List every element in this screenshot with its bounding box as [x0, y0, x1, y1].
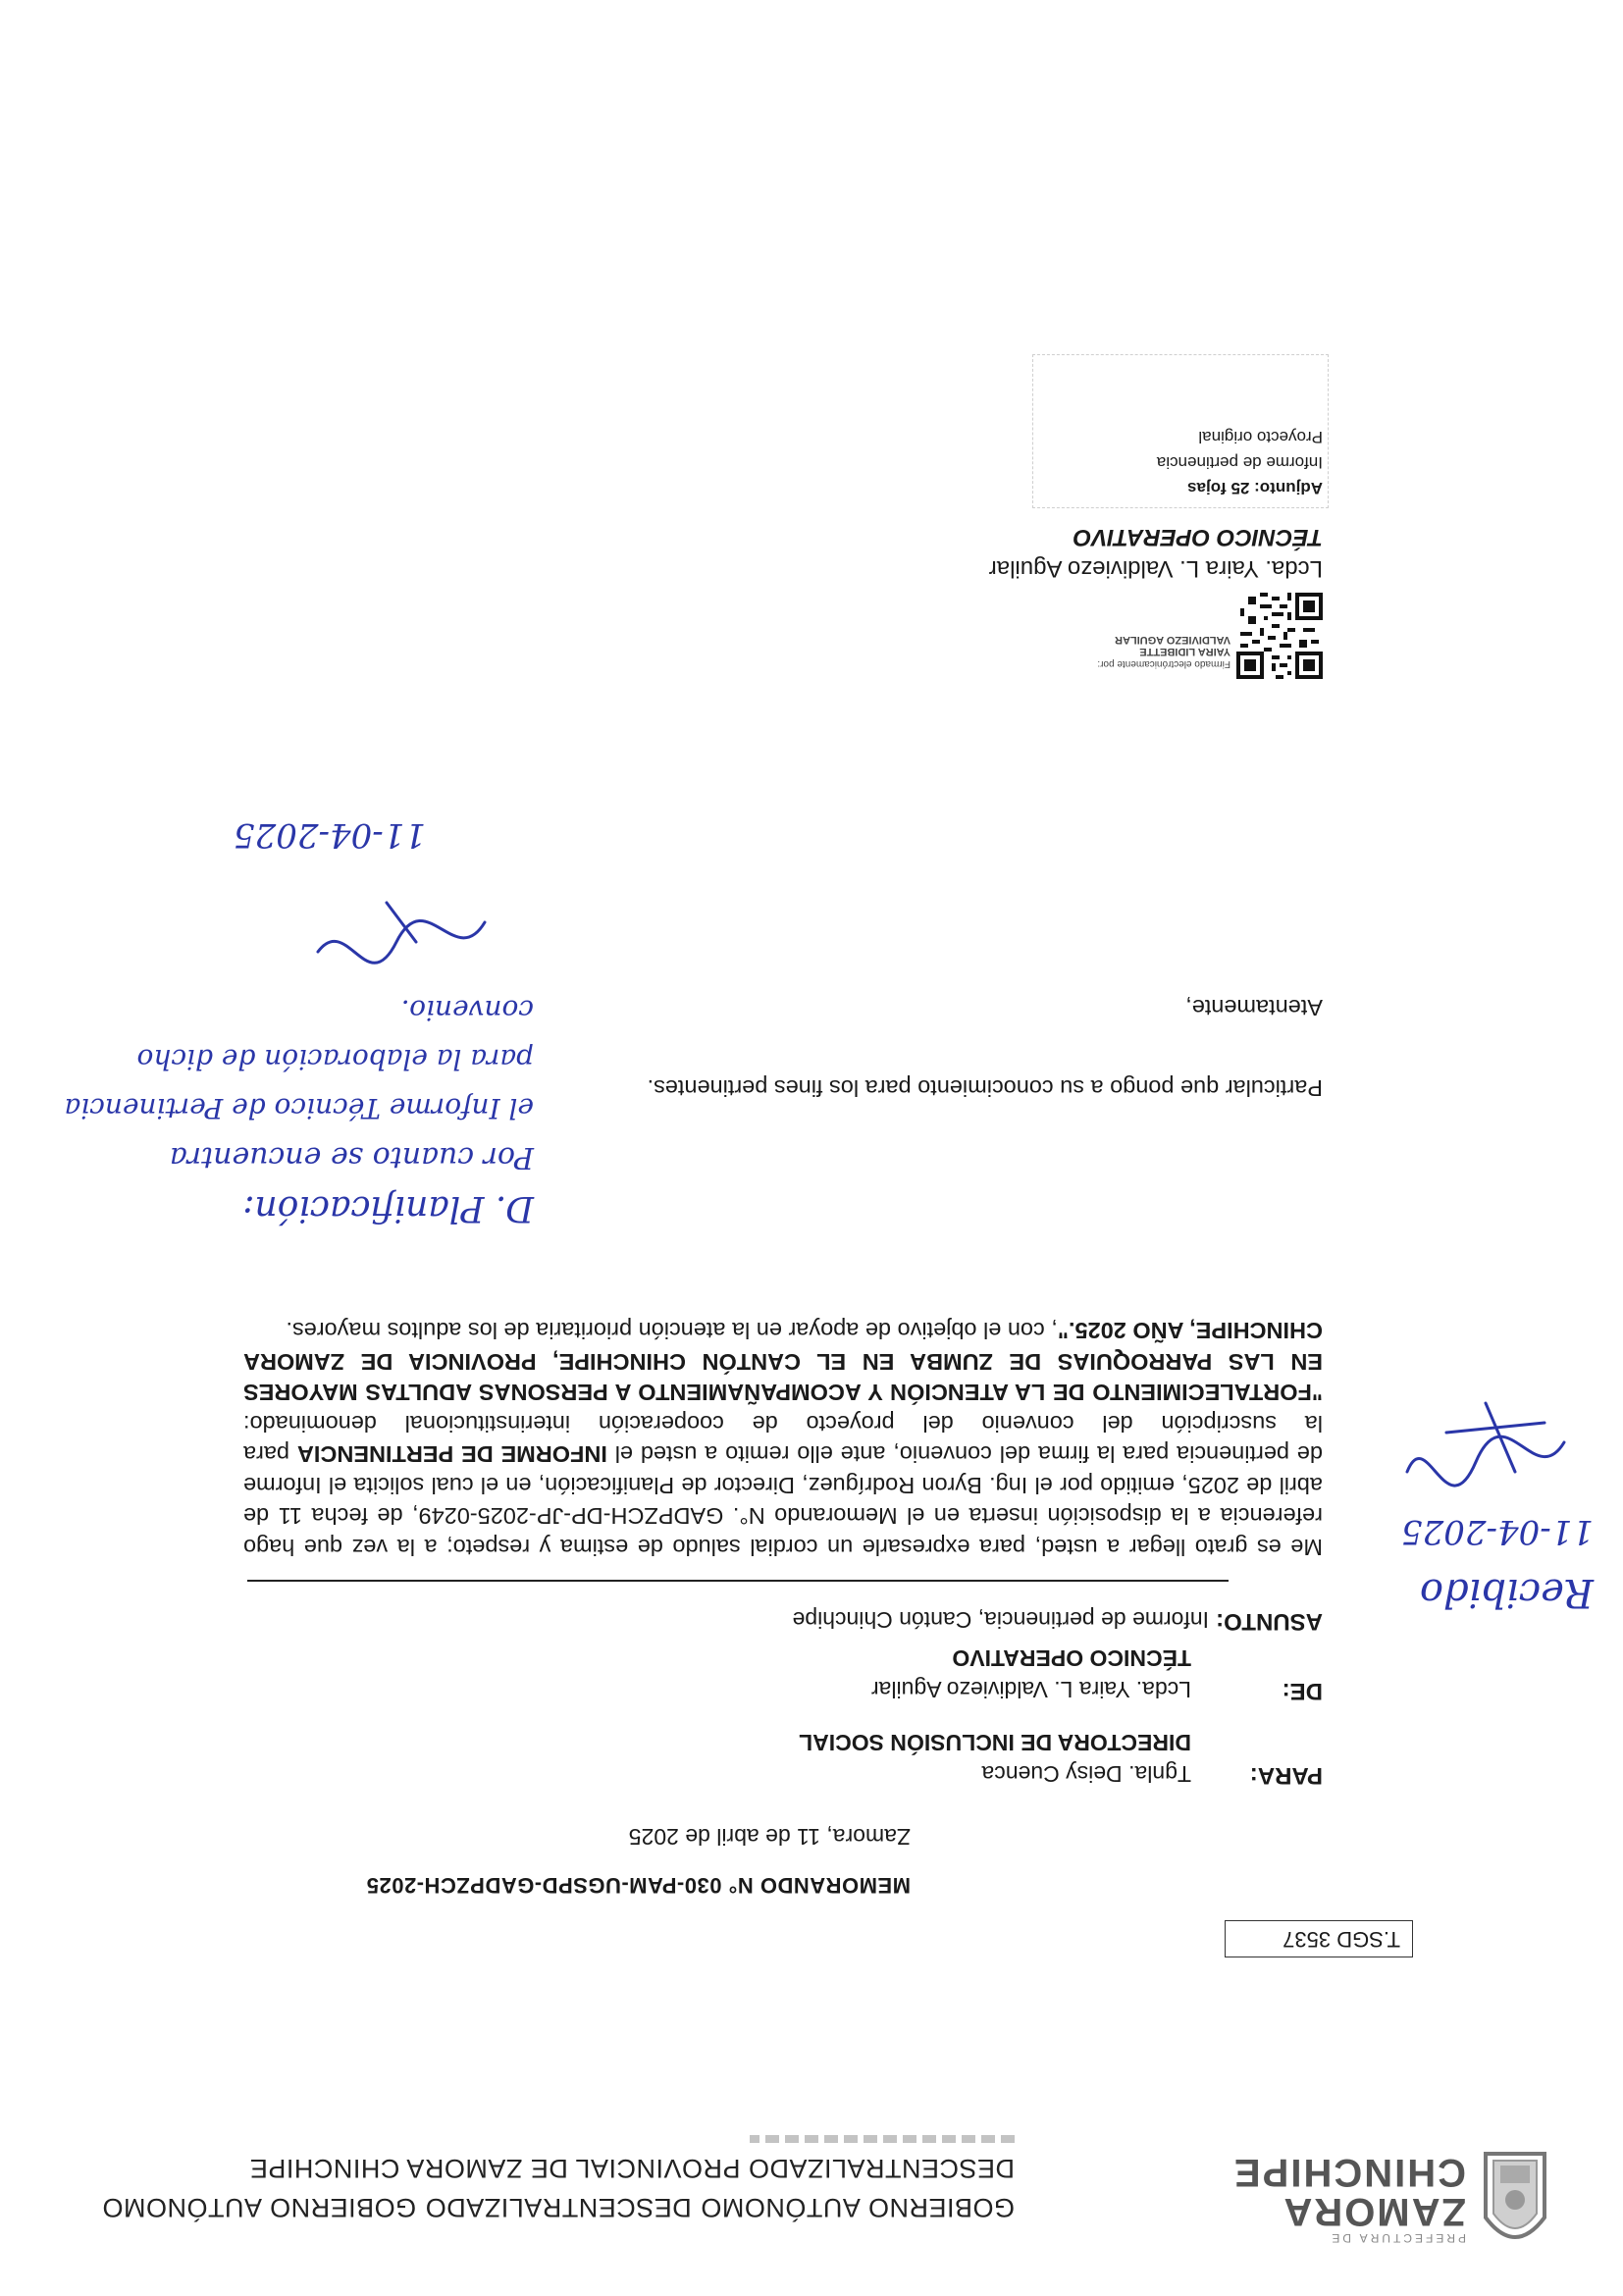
attachment-item-1: Informe de pertinencia	[1156, 453, 1323, 472]
received-annotation	[1348, 1285, 1603, 1658]
note-line-2: Por cuanto se encuentra	[169, 1140, 534, 1174]
qr-caption	[1015, 634, 1230, 669]
note-date: 11-04-2025	[233, 815, 426, 855]
body-text-c: , con el objetivo de apoyar en la atención prioritaria de los adultos mayores.	[286, 1318, 1058, 1344]
closing: Atentamente,	[1185, 995, 1323, 1020]
body-paragraph-2: Particular que pongo a su conocimiento para los fines pertinentes.	[647, 1075, 1323, 1101]
attachments-label: Adjunto: 25 fojas	[1187, 479, 1323, 497]
signer-role: TÉCNICO OPERATIVO	[1073, 524, 1323, 550]
subject-divider	[247, 1580, 1229, 1582]
asunto-text: Informe de pertinencia, Cantón Chinchipe	[792, 1607, 1209, 1633]
note-line-4: para la elaboración de dicho	[136, 1043, 534, 1075]
logo-pretitle: PREFECTURA DE	[1329, 2231, 1466, 2245]
header-faded-line	[750, 2135, 1015, 2143]
prefecture-seal-logo	[1476, 2149, 1554, 2257]
para-label: PARA:	[1249, 1762, 1323, 1789]
received-signature-scribble	[1407, 1403, 1564, 1486]
received-word: Recibido	[1419, 1570, 1594, 1615]
logo-name-line2: CHINCHIPE	[1231, 2151, 1466, 2194]
signer-name: Lcda. Yaira L. Valdiviezo Aguilar	[988, 555, 1323, 582]
brand-block	[1231, 2151, 1466, 2245]
qr-caption-line2: YAIRA LIDIBETTE	[1139, 646, 1230, 657]
gov-line-1: GOBIERNO AUTÓNOMO DESCENTRALIZADO GOBIERNO AUTÓNOMO	[102, 2193, 1015, 2222]
memo-title: MEMORANDO N° 030-PAM-UGSPD-GADPZCH-2025	[366, 1873, 911, 1898]
gov-line-2: DESCENTRALIZADO PROVINCIAL DE ZAMORA CHINCHIPE	[249, 2154, 1015, 2183]
note-signature-scribble	[318, 903, 485, 963]
body-paragraph-1	[243, 1315, 1323, 1562]
reference-stamp: T.SGD 3537	[1225, 1920, 1413, 1957]
body-bold-project: "FORTALECIMIENTO DE LA ATENCIÓN Y ACOMPAÑAMIENTO A PERSONAS ADULTAS MAYORES EN LAS PARROQUIAS DE ZUMBA EN EL CANTÓN CHINCHIPE, PROVINCIA DE ZAMORA CHINCHIPE, AÑO 2025."	[243, 1318, 1323, 1406]
asunto-label: ASUNTO:	[1216, 1608, 1323, 1635]
handwritten-note	[0, 608, 544, 1236]
qr-caption-line1: Firmado electrónicamente por:	[1097, 658, 1230, 669]
para-role: DIRECTORA DE INCLUSIÓN SOCIAL	[799, 1730, 1191, 1755]
de-role: TÉCNICO OPERATIVO	[952, 1645, 1191, 1671]
received-date: 11-04-2025	[1400, 1512, 1594, 1551]
body-bold-informe: INFORME DE PERTINENCIA	[296, 1441, 607, 1468]
qr-caption-line3: VALDIVIEZO AGUILAR	[1115, 634, 1230, 646]
body-text-a: Me es grato llegar a usted, para expresarle un cordial saludo de estima y respeto; a la vez que hago referencia a la disposición inserta en el Memorando N°. GADPZCH-DP-JP-2025-0249, de fecha 11 de abril de 2025, emitido por el Ing. Byron Rodríguez, Director de Planificación, en el cual solicita el Informe de pertinencia para la firma del convenio, ante ello remito a usted el	[243, 1441, 1323, 1560]
attachments	[1157, 424, 1323, 500]
signer-block	[989, 521, 1323, 584]
note-line-1: D. Planificación:	[242, 1188, 534, 1228]
memo-body	[243, 1297, 1323, 1562]
para-name: Tgnla. Deisy Cuenca	[981, 1761, 1191, 1787]
government-header	[102, 2135, 1015, 2227]
de-label: DE:	[1282, 1678, 1323, 1704]
attachment-item-2: Proyecto original	[1198, 428, 1323, 446]
note-line-3: el Informe Técnico de Pertinencia	[64, 1092, 534, 1124]
signature-qr-code	[1236, 593, 1323, 679]
logo-name-line1: ZAMORA	[1282, 2190, 1466, 2233]
memo-date: Zamora, 11 de abril de 2025	[628, 1824, 911, 1850]
note-line-5: convenio.	[400, 994, 534, 1026]
body-text-b: para la suscripción del convenio del proyecto de cooperación interinstitucional denominado:	[243, 1411, 1323, 1468]
de-name: Lcda. Yaira L. Valdiviezo Aguilar	[870, 1677, 1191, 1702]
